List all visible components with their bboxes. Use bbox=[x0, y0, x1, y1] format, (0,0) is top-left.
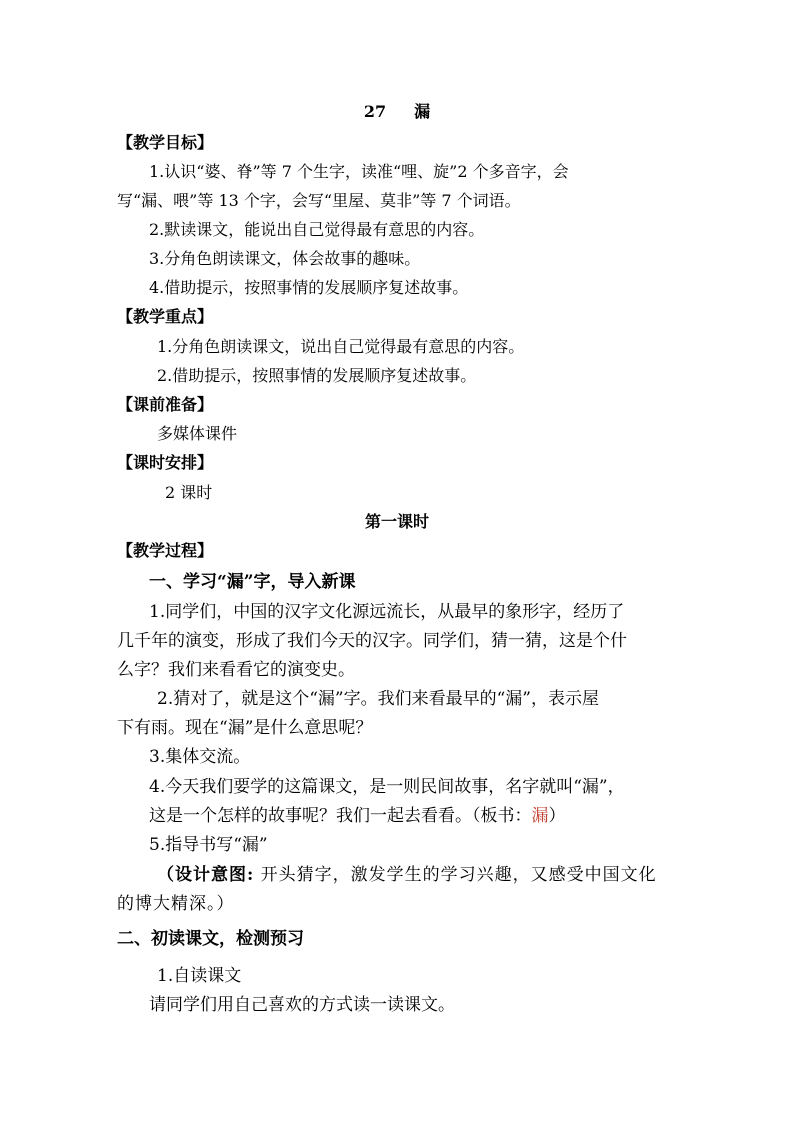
part-1-item-1-line-1: 1.同学们，中国的汉字文化源远流长，从最早的象形字，经历了 bbox=[149, 602, 625, 622]
goal-3: 3.分角色朗读课文，体会故事的趣味。 bbox=[149, 249, 421, 268]
design-intent-label: （设计意图: bbox=[157, 865, 255, 885]
schedule-heading: 【课时安排】 bbox=[117, 453, 214, 472]
part-1-item-1-line-2: 几千年的演变，形成了我们今天的汉字。同学们，猜一猜，这是个什 bbox=[117, 631, 627, 651]
part-1-item-2-line-2: 下有雨。现在“漏”是什么意思呢？ bbox=[117, 718, 373, 738]
board-writing-char: 漏 bbox=[531, 806, 549, 826]
part-2-item-1: 1.自读课文 bbox=[157, 966, 242, 986]
part-1-item-1-line-3: 么字？我们来看看它的演变史。 bbox=[117, 660, 355, 680]
lesson-title bbox=[0, 101, 794, 123]
goal-1-line-1: 1.认识“婆、脊”等 7 个生字，读准“哩、旋”2 个多音字，会 bbox=[149, 162, 569, 181]
goal-2: 2.默读课文，能说出自己觉得最有意思的内容。 bbox=[149, 220, 485, 239]
part-1-item-4-close: ） bbox=[548, 806, 566, 826]
goal-1-line-2: 写“漏、喂”等 13 个字，会写“里屋、莫非”等 7 个词语。 bbox=[117, 191, 521, 210]
goal-4: 4.借助提示，按照事情的发展顺序复述故事。 bbox=[149, 278, 469, 297]
part-2-item-1-text: 请同学们用自己喜欢的方式读一读课文。 bbox=[149, 995, 455, 1015]
prep-heading: 【课前准备】 bbox=[117, 395, 214, 414]
key-point-1: 1.分角色朗读课文，说出自己觉得最有意思的内容。 bbox=[157, 337, 525, 356]
design-intent-line-1 bbox=[157, 864, 657, 886]
part-1-item-2-line-1: 2.猜对了，就是这个“漏”字。我们来看最早的“漏”，表示屋 bbox=[157, 689, 599, 709]
part-1-item-3: 3.集体交流。 bbox=[149, 747, 251, 767]
prep-item: 多媒体课件 bbox=[157, 424, 238, 443]
lesson-number: 27 bbox=[363, 102, 387, 121]
goals-heading: 【教学目标】 bbox=[117, 133, 214, 152]
lesson-period-heading: 第一课时 bbox=[364, 512, 429, 531]
part-1-heading: 一、学习“漏”字，导入新课 bbox=[149, 572, 356, 592]
design-intent-text: 开头猜字，激发学生的学习兴趣，又感受中国文化 bbox=[254, 865, 657, 885]
part-2-heading: 二、初读课文，检测预习 bbox=[117, 929, 304, 949]
design-intent-line-2: 的博大精深。） bbox=[117, 894, 235, 914]
part-1-item-4-line-1: 4.今天我们要学的这篇课文，是一则民间故事，名字就叫“漏”， bbox=[149, 777, 625, 797]
part-1-item-4-text: 这是一个怎样的故事呢？我们一起去看看。（板书： bbox=[149, 806, 532, 826]
lesson-title-text: 漏 bbox=[414, 102, 431, 121]
part-1-item-5: 5.指导书写“漏” bbox=[149, 835, 268, 855]
schedule-item: 2 课时 bbox=[165, 483, 213, 502]
process-heading: 【教学过程】 bbox=[117, 541, 214, 560]
key-point-2: 2.借助提示，按照事情的发展顺序复述故事。 bbox=[157, 366, 477, 385]
key-heading: 【教学重点】 bbox=[117, 307, 214, 326]
part-1-item-4-line-2 bbox=[149, 805, 566, 827]
